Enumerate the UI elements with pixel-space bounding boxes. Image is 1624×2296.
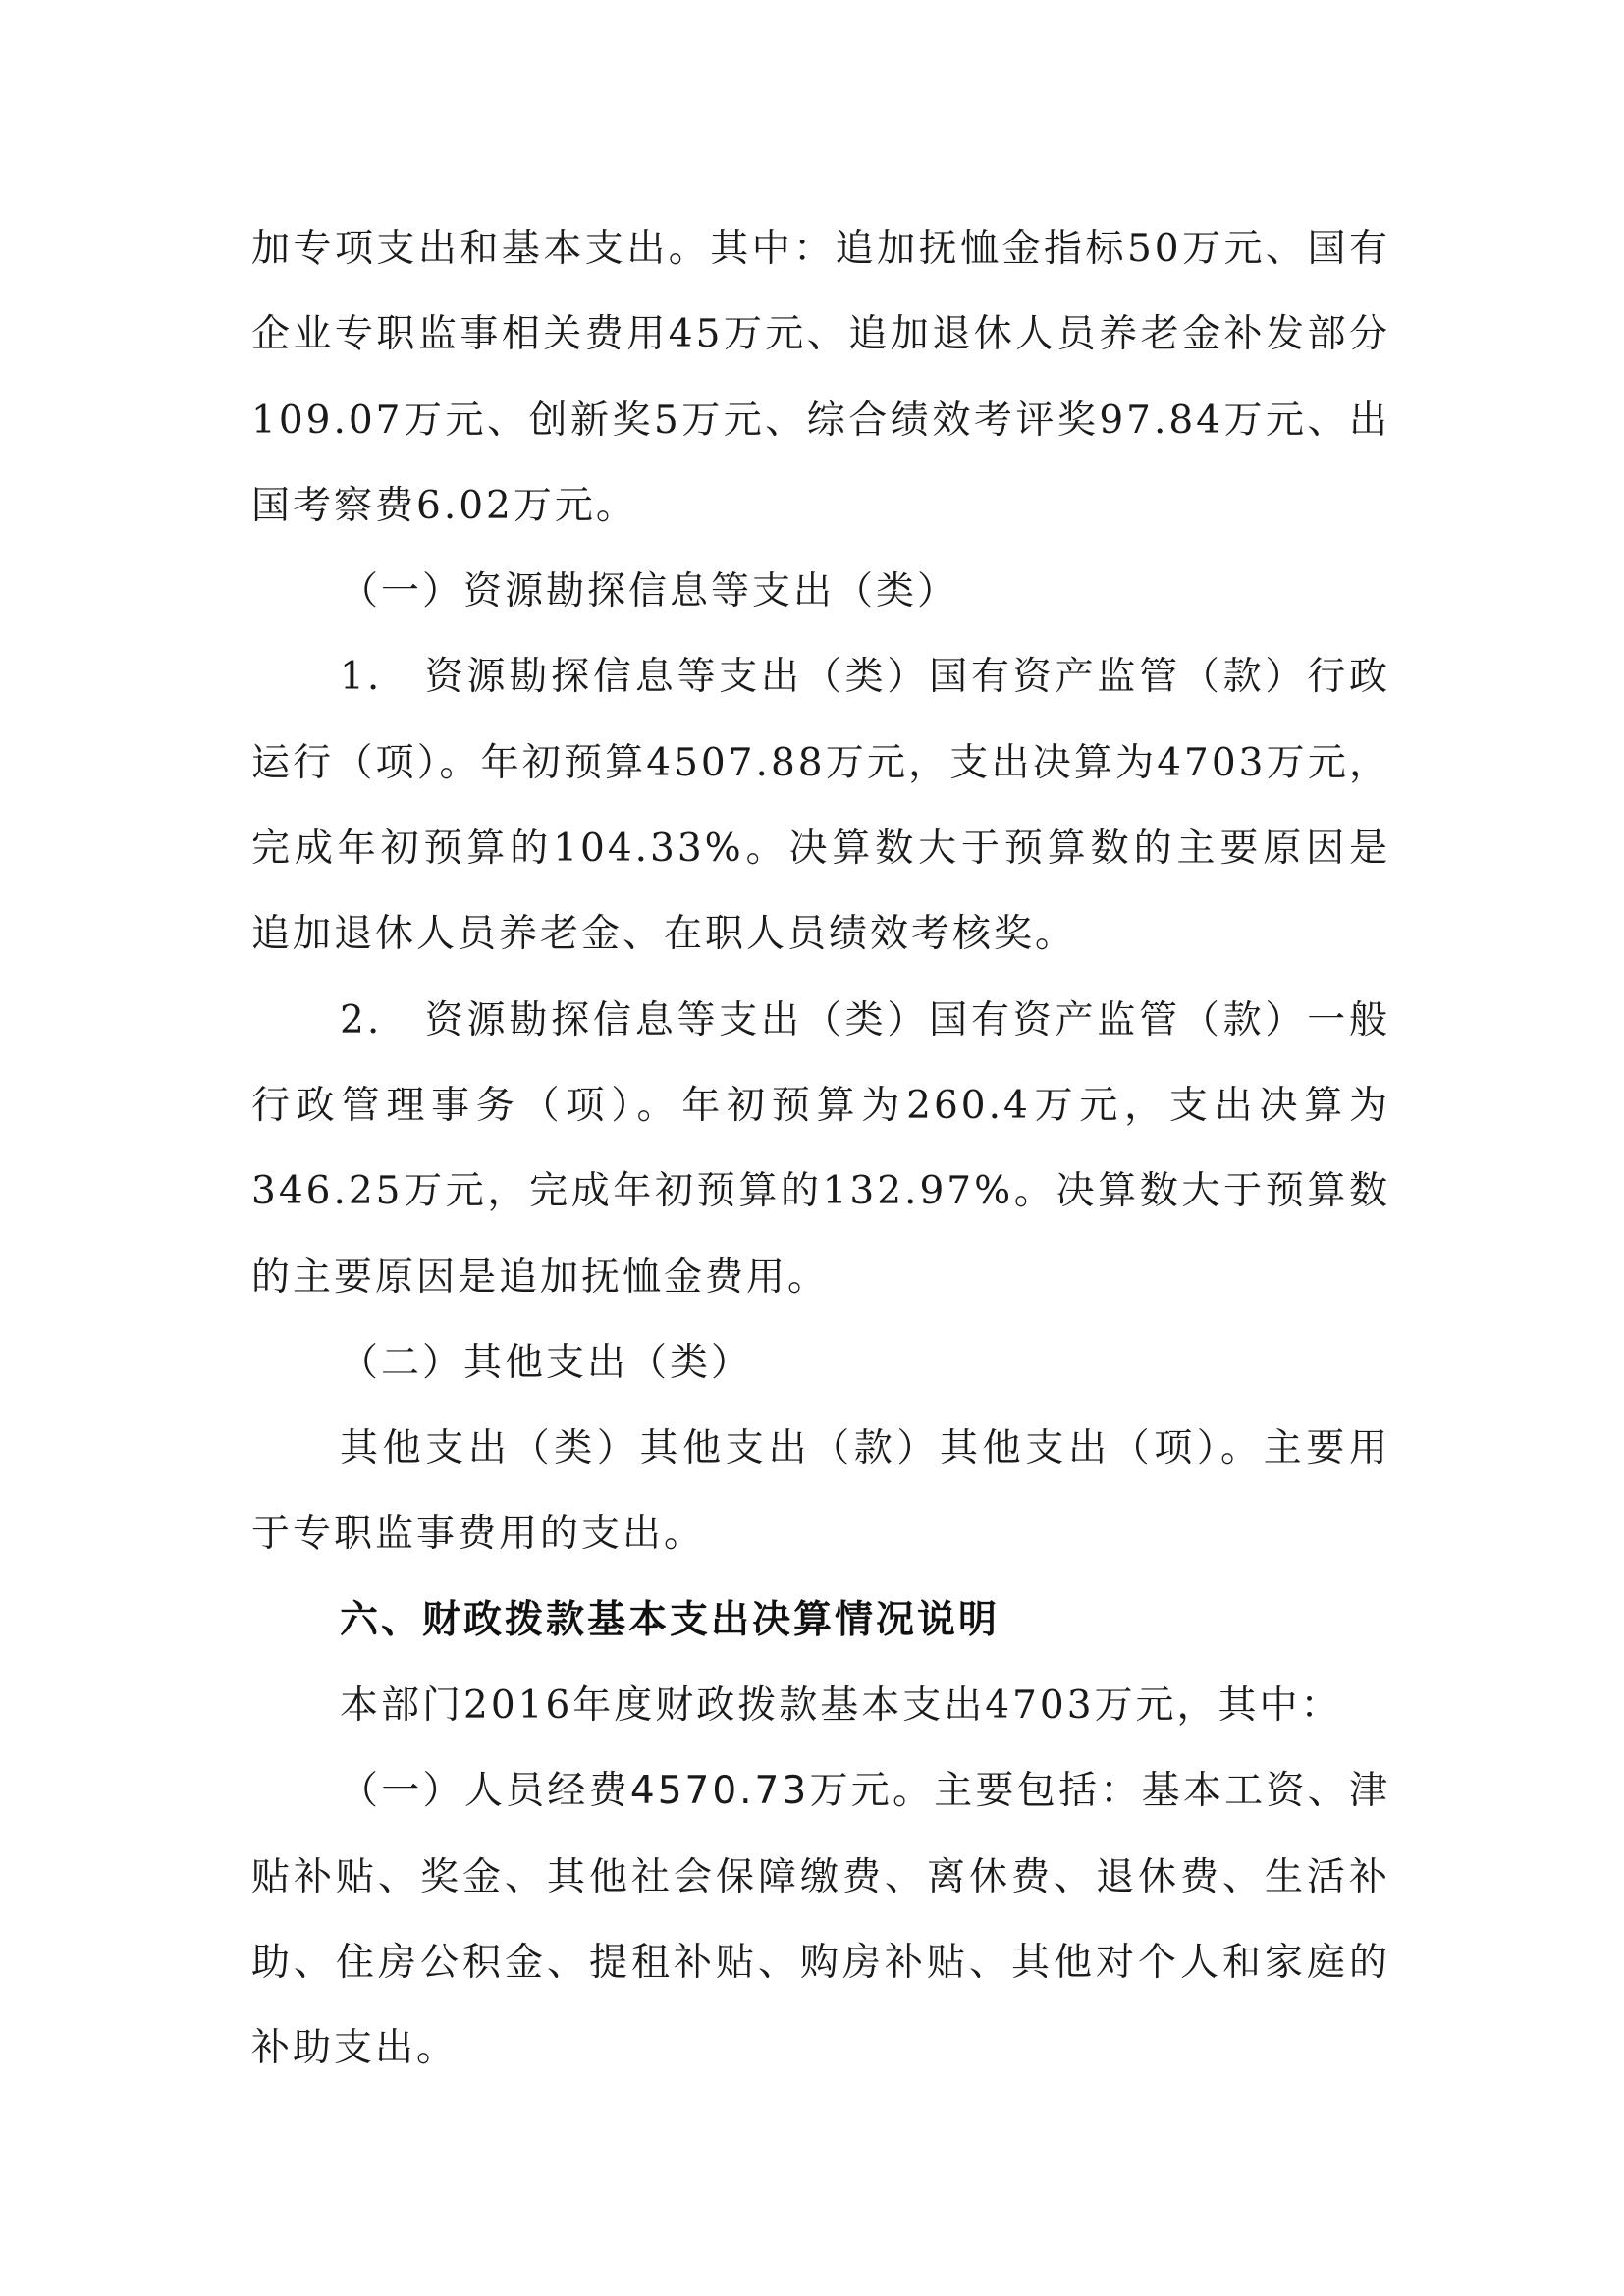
- paragraph-other-expenses: 其他支出（类）其他支出（款）其他支出（项）。主要用于专职监事费用的支出。: [251, 1426, 1390, 1557]
- personnel-expenses-detail: 主要包括：基本工资、津贴补贴、奖金、其他社会保障缴费、离休费、退休费、生活补助、住房公积金、提租补贴、购房补贴、其他对个人和家庭的补助支出。: [251, 1769, 1390, 2071]
- paragraph-personnel-expenses: [251, 1748, 1390, 2091]
- paragraph-special-expenses: 加专项支出和基本支出。其中：追加抚恤金指标50万元、国有企业专职监事相关费用45万元、追加退休人员养老金补发部分109.07万元、创新奖5万元、综合绩效考评奖97.84万元、出国考察费6.02万元。: [251, 227, 1390, 528]
- subheading-other-expenses: （二）其他支出（类）: [340, 1340, 753, 1385]
- personnel-expenses-lead: （一）人员经费4570.73万元。: [340, 1769, 935, 1814]
- document-body: [251, 206, 1390, 2092]
- paragraph-basic-expenditure-total: 本部门2016年度财政拨款基本支出4703万元，其中：: [340, 1683, 1342, 1729]
- section-heading-basic-expenditure: 六、财政拨款基本支出决算情况说明: [340, 1597, 1001, 1642]
- subheading-resource-exploration: （一）资源勘探信息等支出（类）: [340, 569, 959, 614]
- paragraph-item-1: 1. 资源勘探信息等支出（类）国有资产监管（款）行政运行（项）。年初预算4507.88万元，支出决算为4703万元，完成年初预算的104.33%。决算数大于预算数的主要原因是追加退休人员养老金、在职人员绩效考核奖。: [251, 655, 1390, 957]
- paragraph-item-2: 2. 资源勘探信息等支出（类）国有资产监管（款）一般行政管理事务（项）。年初预算为260.4万元，支出决算为346.25万元，完成年初预算的132.97%。决算数大于预算数的主要原因是追加抚恤金费用。: [251, 997, 1390, 1300]
